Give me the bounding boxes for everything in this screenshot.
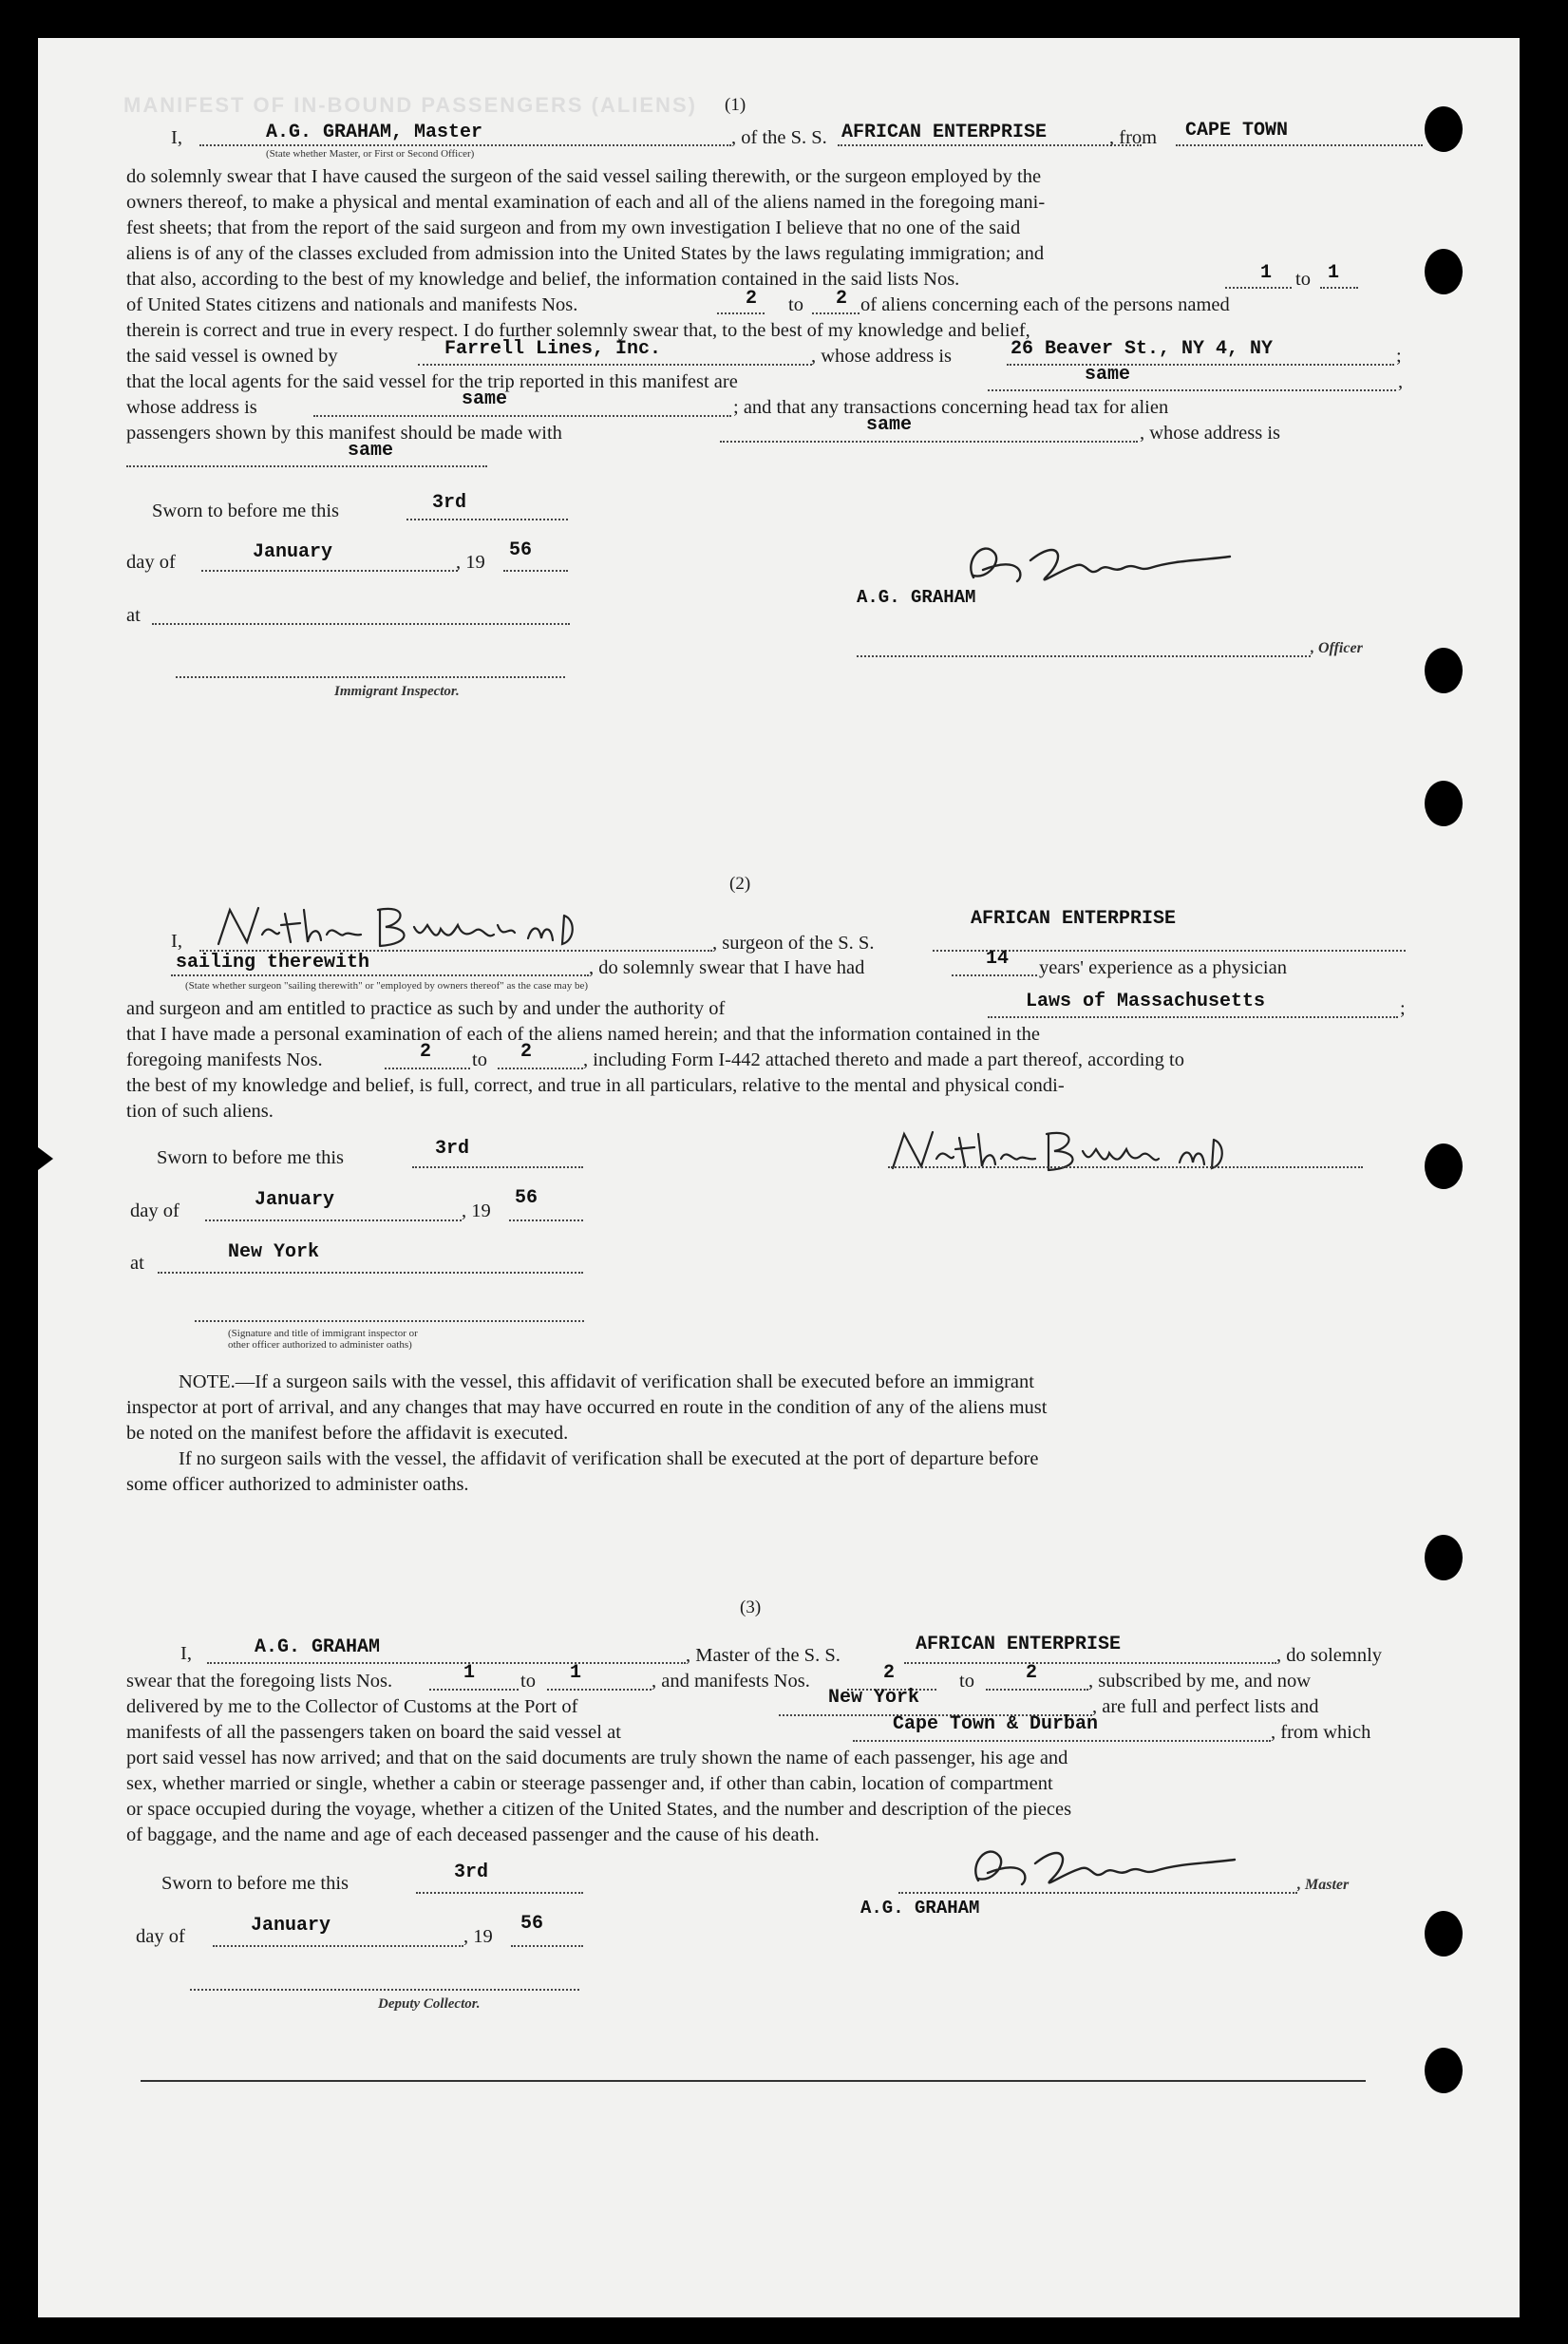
s2-line5: the best of my knowledge and belief, is full, correct, and true in all particulars, relative to the mental and physical condi- <box>126 1075 1065 1096</box>
s2-year-suffix: 56 <box>515 1187 538 1209</box>
s1-from-port: CAPE TOWN <box>1185 120 1289 142</box>
s1-sworn-day: 3rd <box>432 492 467 514</box>
s2-manifest-from: 2 <box>420 1041 432 1063</box>
s3-line5: port said vessel has now arrived; and that on the said documents are truly shown the name of each passenger, his age and <box>126 1748 1068 1768</box>
s1-to1: to <box>1295 269 1311 290</box>
s2-semi: ; <box>1400 998 1406 1019</box>
s1-line7: therein is correct and true in every respect. I do further solemnly swear that, to the best of my knowledge and belief, <box>126 320 1030 341</box>
s1-agents: same <box>1085 364 1131 386</box>
s1-line8b: , whose address is <box>811 346 953 367</box>
s2-authority-line <box>988 1016 1398 1018</box>
s3-line3a: delivered by me to the Collector of Customs at the Port of <box>126 1696 578 1717</box>
s3-master-of: , Master of the S. S. <box>686 1645 841 1666</box>
s3-day-of: day of <box>136 1926 185 1947</box>
s2-line3: that I have made a personal examination of each of the aliens named herein; and that the information contained in the <box>126 1024 1040 1045</box>
s1-master-name: A.G. GRAHAM, Master <box>266 122 483 143</box>
s3-sworn-day: 3rd <box>454 1862 489 1883</box>
punch-hole <box>1425 781 1463 826</box>
s1-head-tax-address-line <box>126 465 487 467</box>
s1-year-suffix: 56 <box>509 539 533 561</box>
s1-line6a: of United States citizens and nationals and manifests Nos. <box>126 294 578 315</box>
s3-line8: of baggage, and the name and age of each deceased passenger and the cause of his death. <box>126 1824 820 1845</box>
s2-day-of: day of <box>130 1200 179 1221</box>
punch-hole <box>1425 648 1463 693</box>
s1-line1: do solemnly swear that I have caused the surgeon of the said vessel sailing therewith, or the surgeon employed by the <box>126 166 1042 187</box>
s1-agents-address-line <box>313 415 731 417</box>
section-1-number: (1) <box>725 95 746 115</box>
faint-header: MANIFEST OF IN-BOUND PASSENGERS (ALIENS) <box>123 93 697 117</box>
s3-sworn: Sworn to before me this <box>161 1873 349 1894</box>
s1-to2: to <box>788 294 803 315</box>
s1-inspector: Immigrant Inspector. <box>334 684 460 699</box>
punch-hole <box>1425 249 1463 294</box>
s1-line2: owners thereof, to make a physical and mental examination of each and all of the aliens named in the foregoing mani- <box>126 192 1046 213</box>
s1-manifest-from-line <box>717 312 765 314</box>
s1-at: at <box>126 605 141 626</box>
s3-port: New York <box>828 1687 920 1709</box>
s2-sworn-day: 3rd <box>435 1138 470 1160</box>
s2-i: I, <box>171 931 182 952</box>
s1-agents-line <box>988 389 1396 391</box>
s1-day-of: day of <box>126 552 176 573</box>
s2-surgeon-of: , surgeon of the S. S. <box>712 933 875 954</box>
surgeon-signature-1 <box>209 897 579 959</box>
s3-lists-to-line <box>547 1689 652 1691</box>
punch-hole <box>1425 1144 1463 1189</box>
s2-month-line <box>205 1219 462 1221</box>
s1-head-tax-line <box>720 441 1138 443</box>
s3-vessel-line <box>904 1662 1276 1664</box>
s1-from-label: , from <box>1109 127 1158 148</box>
s2-note3: be noted on the manifest before the affidavit is executed. <box>126 1423 569 1444</box>
s1-owner-address: 26 Beaver St., NY 4, NY <box>1011 338 1274 360</box>
s3-solemnly: , do solemnly <box>1276 1645 1383 1666</box>
s1-signer-typed: A.G. GRAHAM <box>857 587 976 608</box>
s2-surgeon-sig-line <box>888 1166 1363 1168</box>
left-edge-marker <box>38 1147 53 1170</box>
s2-line4b: , including Form I-442 attached thereto and made a part thereof, according to <box>583 1049 1184 1070</box>
s2-note2: inspector at port of arrival, and any changes that may have occurred en route in the condition of any of the aliens must <box>126 1397 1048 1418</box>
captain-signature-1 <box>945 532 1249 600</box>
s1-master-note: (State whether Master, or First or Second Officer) <box>266 148 475 160</box>
s3-line2c: , subscribed by me, and now <box>1088 1671 1311 1692</box>
s2-line2a: and surgeon and am entitled to practice as such by and under the authority of <box>126 998 726 1019</box>
s2-sig-note1: (Signature and title of immigrant inspector or <box>228 1328 418 1339</box>
s2-sworn: Sworn to before me this <box>157 1147 344 1168</box>
s3-line6: sex, whether married or single, whether a cabin or steerage passenger and, if other than cabin, location of compartment <box>126 1773 1053 1794</box>
s1-comma1: , <box>1398 371 1404 392</box>
s1-line9a: that the local agents for the said vessel for the trip reported in this manifest are <box>126 371 738 392</box>
s1-year-prefix: , 19 <box>456 552 485 573</box>
s1-owner-address-line <box>1007 364 1394 366</box>
s2-note4: If no surgeon sails with the vessel, the affidavit of verification shall be executed at the port of departure before <box>179 1448 1039 1469</box>
s3-year-line <box>511 1945 583 1947</box>
s3-master-label: , Master <box>1297 1877 1350 1893</box>
s2-manifest-to-line <box>498 1068 583 1069</box>
s1-semi1: ; <box>1396 346 1402 367</box>
s2-to: to <box>472 1049 487 1070</box>
s2-sig-note2: other officer authorized to administer oaths) <box>228 1339 412 1351</box>
s2-line1b: , do solemnly swear that I have had <box>589 957 865 978</box>
s3-to2: to <box>959 1671 974 1692</box>
s3-line2b: , and manifests Nos. <box>652 1671 810 1692</box>
s3-month-line <box>213 1945 463 1947</box>
s1-manifest-from: 2 <box>746 288 758 310</box>
s1-line11b: , whose address is <box>1140 423 1281 444</box>
s1-month: January <box>253 541 333 563</box>
s1-inspector-line <box>176 676 565 678</box>
punch-hole <box>1425 1911 1463 1956</box>
s2-sworn-day-line <box>412 1166 583 1168</box>
punch-hole <box>1425 2048 1463 2093</box>
s2-manifest-to: 2 <box>520 1041 533 1063</box>
s2-line6: tion of such aliens. <box>126 1101 274 1122</box>
s3-vessel: AFRICAN ENTERPRISE <box>916 1634 1122 1655</box>
s1-lists-from-line <box>1225 287 1292 289</box>
s3-line3b: , are full and perfect lists and <box>1092 1696 1319 1717</box>
s1-line6b: of aliens concerning each of the persons named <box>860 294 1230 315</box>
section-2-number: (2) <box>729 874 751 894</box>
s2-sailing-line <box>171 974 589 976</box>
s1-head-tax-address: same <box>348 440 394 462</box>
s3-line2a: swear that the foregoing lists Nos. <box>126 1671 393 1692</box>
s1-line10b: ; and that any transactions concerning head tax for alien <box>733 397 1169 418</box>
s3-year-prefix: , 19 <box>463 1926 493 1947</box>
s1-line3: fest sheets; that from the report of the said surgeon and from my own investigation I believe that no one of the said <box>126 217 1021 238</box>
s1-owner-line <box>418 364 812 366</box>
s1-line10a: whose address is <box>126 397 257 418</box>
s3-line4a: manifests of all the passengers taken on board the said vessel at <box>126 1722 621 1743</box>
s3-month: January <box>251 1915 331 1937</box>
s1-line8a: the said vessel is owned by <box>126 346 338 367</box>
punch-hole <box>1425 106 1463 152</box>
s1-owner: Farrell Lines, Inc. <box>444 338 662 360</box>
s1-at-line <box>152 623 570 625</box>
s2-line4a: foregoing manifests Nos. <box>126 1049 323 1070</box>
s2-years-line <box>952 974 1037 976</box>
s2-at: at <box>130 1253 144 1274</box>
s1-vessel: AFRICAN ENTERPRISE <box>841 122 1048 143</box>
s1-master-line <box>199 144 731 146</box>
s1-sworn: Sworn to before me this <box>152 501 339 521</box>
s2-years: 14 <box>986 948 1010 970</box>
section-3-number: (3) <box>740 1597 762 1617</box>
s2-manifest-from-line <box>385 1068 470 1069</box>
s3-line4b: , from which <box>1271 1722 1371 1743</box>
s3-collector: Deputy Collector. <box>378 1996 481 2012</box>
s1-lists-to-line <box>1320 287 1358 289</box>
s3-signer-typed: A.G. GRAHAM <box>860 1898 980 1919</box>
s3-boarded-at: Cape Town & Durban <box>893 1713 1099 1735</box>
s2-year-prefix: , 19 <box>462 1200 491 1221</box>
s3-collector-line <box>190 1989 579 1991</box>
s2-state-note: (State whether surgeon "sailing therewith" or "employed by owners thereof" as the case may be) <box>185 980 589 992</box>
s3-lists-to: 1 <box>570 1662 582 1684</box>
bottom-rule <box>141 2080 1366 2082</box>
s2-sig-inspector-line <box>195 1320 584 1322</box>
s1-year-line <box>503 570 568 572</box>
s3-sworn-day-line <box>416 1892 583 1894</box>
s2-sailing: sailing therewith <box>176 952 370 974</box>
s2-note1a: NOTE.—If a surgeon sails with the vessel, this affidavit of verification shall be executed before an immigrant <box>179 1371 1034 1392</box>
s3-manifest-from: 2 <box>883 1662 896 1684</box>
s2-line1c: years' experience as a physician <box>1039 957 1287 978</box>
s1-of-ss: , of the S. S. <box>731 127 827 148</box>
s2-authority: Laws of Massachusetts <box>1026 991 1266 1012</box>
s3-lists-from-line <box>429 1689 519 1691</box>
s3-i: I, <box>180 1643 192 1664</box>
s1-officer: , Officer <box>1311 640 1363 656</box>
s1-line11a: passengers shown by this manifest should be made with <box>126 423 562 444</box>
s3-lists-from: 1 <box>463 1662 476 1684</box>
s1-manifest-to-line <box>812 312 860 314</box>
s1-line4: aliens is of any of the classes excluded from admission into the United States by the laws regulating immigration; and <box>126 243 1045 264</box>
s1-from-line <box>1176 144 1423 146</box>
s1-agents-address: same <box>462 388 508 410</box>
s2-vessel: AFRICAN ENTERPRISE <box>971 908 1177 930</box>
s2-at-place: New York <box>228 1241 320 1263</box>
s3-boarded-line <box>853 1740 1271 1742</box>
s1-officer-line <box>857 655 1311 657</box>
s3-master-sig-line <box>898 1892 1297 1894</box>
s2-note5: some officer authorized to administer oaths. <box>126 1474 469 1495</box>
s3-year-suffix: 56 <box>520 1913 544 1935</box>
s2-year-line <box>509 1219 583 1221</box>
s2-at-line <box>158 1272 583 1274</box>
surgeon-signature-2 <box>883 1121 1225 1183</box>
s1-line5a: that also, according to the best of my knowledge and belief, the information contained in the said lists Nos. <box>126 269 960 290</box>
s1-i: I, <box>171 127 182 148</box>
s3-manifest-to: 2 <box>1026 1662 1038 1684</box>
s1-lists-from: 1 <box>1260 262 1273 284</box>
s3-line7: or space occupied during the voyage, whether a citizen of the United States, and the number and description of the pieces <box>126 1799 1072 1820</box>
s1-lists-to: 1 <box>1328 262 1340 284</box>
s3-master-name: A.G. GRAHAM <box>255 1636 381 1658</box>
s1-month-line <box>201 570 458 572</box>
s1-manifest-to: 2 <box>836 288 848 310</box>
s1-sworn-day-line <box>406 519 568 520</box>
s3-to1: to <box>520 1671 536 1692</box>
s2-month: January <box>255 1189 335 1211</box>
s1-head-tax-party: same <box>866 414 913 436</box>
s3-manifest-to-line <box>986 1689 1088 1691</box>
s1-vessel-line <box>838 144 1142 146</box>
punch-hole <box>1425 1535 1463 1580</box>
s3-master-line <box>207 1662 686 1664</box>
document-page <box>38 38 1520 2317</box>
